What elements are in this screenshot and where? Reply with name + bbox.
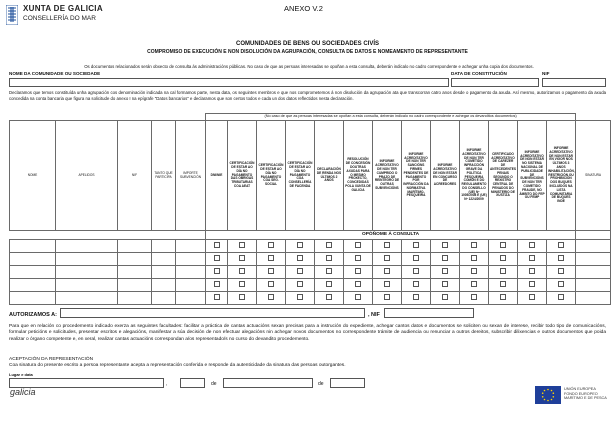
oppose-checkbox[interactable] [442, 255, 448, 261]
oppose-checkbox[interactable] [297, 294, 303, 300]
oppose-checkbox[interactable] [355, 294, 361, 300]
member-input-cell[interactable] [56, 266, 118, 279]
oppose-cell [373, 240, 402, 253]
member-input-cell[interactable] [152, 240, 176, 253]
member-input-cell[interactable] [118, 253, 152, 266]
column-header: NIF [118, 121, 152, 231]
member-input-cell[interactable] [56, 240, 118, 253]
oppose-checkbox[interactable] [529, 281, 535, 287]
oppose-cell [206, 292, 228, 305]
oppose-checkbox[interactable] [529, 294, 535, 300]
oppose-cell [460, 240, 489, 253]
members-table [9, 113, 611, 305]
oppose-cell [373, 253, 402, 266]
member-input-cell[interactable] [118, 266, 152, 279]
oppose-cell [547, 279, 576, 292]
oppose-cell [344, 292, 373, 305]
oppose-checkbox[interactable] [214, 242, 220, 248]
oppose-cell [257, 266, 286, 279]
acceptance-title: ACEPTACIÓN DA REPRESENTACIÓN [9, 357, 94, 362]
oppose-cell [373, 266, 402, 279]
member-input-cell[interactable] [10, 266, 56, 279]
oppose-cell [547, 253, 576, 266]
member-input-cell[interactable] [10, 279, 56, 292]
xunta-emblem-icon [6, 5, 18, 25]
oppose-cell [489, 240, 518, 253]
column-header: IMPORTE SUBVENCIÓN [176, 121, 206, 231]
member-input-cell[interactable] [152, 292, 176, 305]
column-header: CERTIFICACIÓN DE ESTAR AO DÍA NO PAGAMENTO COA CONSELLERÍA DE FACENDA [286, 121, 315, 231]
authorized-nif-field[interactable] [384, 308, 474, 318]
oppose-cell [489, 292, 518, 305]
oppose-cell [344, 266, 373, 279]
member-row [10, 253, 611, 266]
oppose-cell [518, 292, 547, 305]
oppose-cell [460, 279, 489, 292]
authorized-name-field[interactable] [60, 308, 365, 318]
declaration-text: Declaramos que temos constituída unha agrupación cos denominación indicada na cal formamos parte, nesta data, os seguintes membros e que nos comprometemos á non disolución da agrupación ata que transcorran catro anos desde o pagamento da axuda. Así mesmo, autorizamos o pagamento da axuda concedida na conta bancaria que figura na solicitude do anexo I na epígrafe "Datos bancarios" e declaramos que son certos todos e cada un dos datos reflectidos nesta declaración. [9, 90, 606, 101]
oppose-checkbox[interactable] [471, 294, 477, 300]
oppose-cell [257, 279, 286, 292]
oppose-cell [228, 292, 257, 305]
column-header: INFORME ACREDITATIVO DE NON ESTAR NO SISTEMA NACIONAL DE PUBLICIDADE DE SUBVENCIÓNS DE NON TER COMETIDO FRAUDE, NO ÁMBITO DO FEP OU FEMP [518, 121, 547, 231]
member-input-cell[interactable] [56, 292, 118, 305]
eu-text-2: FONDO EUROPEO [564, 391, 598, 396]
oppose-cell [206, 253, 228, 266]
community-nif-field[interactable] [542, 78, 606, 87]
oppose-checkbox[interactable] [413, 242, 419, 248]
oppose-cell [547, 292, 576, 305]
eu-flag-icon [535, 386, 561, 404]
column-header: INFORME ACREDITATIVO DE NON TER CUMPRIDO O PRAZO DE REINTEGRO DE OUTRAS SUBVENCIÓNS [373, 121, 402, 231]
oppose-checkbox[interactable] [413, 294, 419, 300]
community-name-label: NOME DA COMUNIDADE OU SOCIEDADE [9, 71, 101, 76]
oppose-cell [431, 266, 460, 279]
oppose-cell [206, 240, 228, 253]
member-input-cell[interactable] [152, 253, 176, 266]
oppose-cell [402, 279, 431, 292]
column-header: NOME [10, 121, 56, 231]
org-logo [6, 4, 126, 26]
oppose-checkbox[interactable] [326, 242, 332, 248]
oppose-checkbox[interactable] [239, 281, 245, 287]
oppose-checkbox[interactable] [558, 294, 564, 300]
oppose-cell [286, 240, 315, 253]
member-input-cell[interactable] [152, 279, 176, 292]
oppose-checkbox[interactable] [442, 281, 448, 287]
oppose-checkbox[interactable] [326, 255, 332, 261]
oppose-checkbox[interactable] [355, 268, 361, 274]
member-input-cell[interactable] [118, 279, 152, 292]
oppose-cell [344, 253, 373, 266]
member-input-cell[interactable] [176, 279, 206, 292]
date-de-1: de [211, 381, 217, 387]
oppose-cell [257, 240, 286, 253]
member-row [10, 292, 611, 305]
constitution-date-field[interactable] [451, 78, 539, 87]
org-department: CONSELLERÍA DO MAR [23, 15, 96, 22]
oppose-cell [402, 292, 431, 305]
oppose-cell [315, 279, 344, 292]
member-input-cell[interactable] [176, 292, 206, 305]
oppose-checkbox[interactable] [442, 242, 448, 248]
oppose-checkbox[interactable] [471, 255, 477, 261]
oppose-cell [431, 292, 460, 305]
authorized-nif-label: , NIF [368, 312, 380, 318]
oppose-checkbox[interactable] [384, 281, 390, 287]
oppose-cell [547, 240, 576, 253]
constitution-date-label: DATA DE CONSTITUCIÓN [451, 71, 507, 76]
eu-fund-text [564, 387, 607, 401]
oppose-checkbox[interactable] [355, 281, 361, 287]
doc-title: COMUNIDADES DE BENS OU SOCIEDADES CIVÍS [235, 41, 380, 47]
oppose-checkbox[interactable] [297, 268, 303, 274]
column-header: DNI/NIE [206, 121, 228, 231]
oppose-cell [489, 279, 518, 292]
oppose-cell [206, 279, 228, 292]
column-header: TANTO QUE PARTICIPA [152, 121, 176, 231]
member-input-cell[interactable] [10, 292, 56, 305]
oppose-checkbox[interactable] [413, 281, 419, 287]
oppose-cell [431, 240, 460, 253]
oppose-cell [228, 266, 257, 279]
oppose-checkbox[interactable] [500, 268, 506, 274]
oppose-cell [431, 253, 460, 266]
oppose-cell [460, 253, 489, 266]
oppose-checkbox[interactable] [500, 242, 506, 248]
oppose-checkbox[interactable] [384, 268, 390, 274]
member-input-cell[interactable] [152, 266, 176, 279]
oppose-checkbox[interactable] [558, 242, 564, 248]
oppose-checkbox[interactable] [384, 255, 390, 261]
oppose-checkbox[interactable] [442, 294, 448, 300]
member-input-cell[interactable] [10, 253, 56, 266]
oppose-checkbox[interactable] [297, 255, 303, 261]
column-header: RESOLUCIÓN DE CONCESIÓN DOUTRAS AXUDAS PARA O MESMO PROXECTO, CONCEDIDAS POLA XUNTA DE GALICIA [344, 121, 373, 231]
oppose-checkbox[interactable] [297, 242, 303, 248]
oppose-cell [315, 292, 344, 305]
oppose-checkbox[interactable] [268, 294, 274, 300]
oppose-checkbox[interactable] [355, 255, 361, 261]
oppose-checkbox[interactable] [326, 268, 332, 274]
oppose-cell [228, 240, 257, 253]
oppose-checkbox[interactable] [558, 255, 564, 261]
column-header: INFORME ACREDITATIVO DE NON ESTAR EN VIGOR NOS ÚLTIMOS 3 ANOS INHABILITACIÓN, RESTRICIÓN OU PROHIBICIÓN DOS BUQUES INCLUÍDOS NA LISTA COMUNITARIA DE BUQUES INDE [547, 121, 576, 231]
month-field[interactable] [223, 378, 313, 388]
column-header: APELIDOS [56, 121, 118, 231]
oppose-checkbox[interactable] [239, 294, 245, 300]
oppose-checkbox[interactable] [214, 268, 220, 274]
oppose-checkbox[interactable] [471, 268, 477, 274]
oppose-checkbox[interactable] [500, 294, 506, 300]
consult-note: (No caso de que as persoas interesadas se opoñan a esta consulta, deberán indicalo no cadro correspondente e achegar os devanditos documentos) [206, 114, 576, 121]
oppose-checkbox[interactable] [529, 242, 535, 248]
oppose-checkbox[interactable] [239, 268, 245, 274]
representation-text: Para que en relación co procedemento indicado exerza as seguintes facultades: facilitar a práctica de cantas actuacións sexan precisas para a instrución do expediente, achegar cantos datos e documentos se soliciten ou sexan de interese, recibir todo tipo de comunicacións, formular peticións e solicitudes, presentar escritos e alegacións, manifestar a súa decisión de non efectuar alegacións nin achegar novos documentos no correspondente trámite de audiencia ou renunciar a outros dereitos, subscribir dilixencias e outros documentos que poida realizar o órgano competente e, en xeral, realizar cantas actuacións correspondan a/os representado/s no curso do devandito procedemento. [9, 324, 606, 342]
oppose-cell [206, 266, 228, 279]
member-input-cell[interactable] [118, 292, 152, 305]
oppose-cell [518, 266, 547, 279]
oppose-cell [344, 279, 373, 292]
oppose-checkbox[interactable] [471, 281, 477, 287]
oppose-checkbox[interactable] [529, 255, 535, 261]
oppose-cell [286, 279, 315, 292]
oppose-consultation-label: OPÓÑOME Á CONSULTA [206, 231, 576, 240]
oppose-checkbox[interactable] [442, 268, 448, 274]
oppose-cell [518, 240, 547, 253]
oppose-cell [315, 253, 344, 266]
column-header: DECLARACIÓN DE RENDA NOS ÚLTIMOS 2 ANOS [315, 121, 344, 231]
oppose-cell [431, 279, 460, 292]
oppose-checkbox[interactable] [384, 242, 390, 248]
member-input-cell[interactable] [176, 253, 206, 266]
oppose-cell [286, 292, 315, 305]
oppose-cell [315, 266, 344, 279]
oppose-cell [257, 292, 286, 305]
signature-cell[interactable] [576, 240, 611, 253]
galicia-brand-logo: galicia [10, 387, 36, 397]
oppose-cell [228, 253, 257, 266]
oppose-cell [286, 253, 315, 266]
community-nif-label: NIF [542, 71, 550, 76]
oppose-checkbox[interactable] [268, 242, 274, 248]
oppose-cell [460, 266, 489, 279]
oppose-cell [286, 266, 315, 279]
oppose-checkbox[interactable] [326, 281, 332, 287]
column-header: SINATURA [576, 121, 611, 231]
oppose-checkbox[interactable] [558, 268, 564, 274]
year-field[interactable] [330, 378, 365, 388]
oppose-checkbox[interactable] [239, 255, 245, 261]
oppose-checkbox[interactable] [297, 281, 303, 287]
eu-text-3: MARÍTIMO E DE PESCA [564, 396, 607, 400]
column-header: CERTIFICACIÓN DE ESTAR AO DÍA NO PAGAMENTO DAS OBRIGAS TRIBUTARIAS COA AEAT [228, 121, 257, 231]
oppose-cell [489, 266, 518, 279]
oppose-checkbox[interactable] [268, 268, 274, 274]
place-date-label: Lugar e data [9, 372, 33, 377]
oppose-checkbox[interactable] [413, 268, 419, 274]
oppose-cell [518, 253, 547, 266]
oppose-checkbox[interactable] [239, 242, 245, 248]
oppose-checkbox[interactable] [500, 255, 506, 261]
doc-subtitle: COMPROMISO DE EXECUCIÓN E NON DISOLUCIÓN DA AGRUPACIÓN, CONSULTA DE DATOS E NOMEAMENTO DE REPRESENTANTE [147, 49, 468, 55]
oppose-cell [373, 292, 402, 305]
org-name: XUNTA DE GALICIA [23, 4, 103, 13]
member-input-cell[interactable] [176, 266, 206, 279]
signature-cell[interactable] [576, 279, 611, 292]
oppose-cell [460, 292, 489, 305]
oppose-checkbox[interactable] [471, 242, 477, 248]
eu-text-1: UNIÓN EUROPEA [564, 387, 596, 391]
member-input-cell[interactable] [118, 240, 152, 253]
column-header: INFORME ACREDITATIVO DE NON ESTAR EN CONCURSO DE ACREEDORES [431, 121, 460, 231]
authorized-label: AUTORIZAMOS A: [9, 312, 57, 318]
oppose-checkbox[interactable] [558, 281, 564, 287]
oppose-checkbox[interactable] [214, 255, 220, 261]
column-header: INFORME ACREDITATIVO DE NON TER SANCIÓNS FIRMES PENDENTES DE PAGAMENTO POR INFRACCIÓN DA NORMATIVA MARÍTIMO-PESQUEIRA [402, 121, 431, 231]
oppose-cell [518, 279, 547, 292]
oppose-cell [228, 279, 257, 292]
oppose-checkbox[interactable] [384, 294, 390, 300]
oppose-cell [547, 266, 576, 279]
signature-cell[interactable] [576, 253, 611, 266]
oppose-checkbox[interactable] [413, 255, 419, 261]
place-date-separator: , [166, 381, 168, 387]
oppose-cell [402, 240, 431, 253]
member-row [10, 240, 611, 253]
oppose-checkbox[interactable] [268, 281, 274, 287]
community-name-field[interactable] [9, 78, 449, 87]
column-header: INFORME ACREDITATIVO DE NON TER COMETIDO INFRACCIÓN GRAVE DA POLÍTICA PESQUEIRA COMÚN E DO REGULAMENTO DO CONSELLO (UE) Nº 1005/2008 E (UE) Nº 1224/2009 [460, 121, 489, 231]
date-de-2: de [318, 381, 324, 387]
annex-label: ANEXO V.2 [284, 4, 323, 13]
member-row [10, 266, 611, 279]
member-input-cell[interactable] [176, 240, 206, 253]
member-input-cell[interactable] [10, 240, 56, 253]
member-input-cell[interactable] [56, 279, 118, 292]
oppose-checkbox[interactable] [500, 281, 506, 287]
oppose-checkbox[interactable] [529, 268, 535, 274]
oppose-cell [402, 266, 431, 279]
oppose-checkbox[interactable] [268, 255, 274, 261]
oppose-cell [257, 253, 286, 266]
acceptance-text: Coa sinatura do presente escrito a persoa representante acepta a representación conferida e responde da autenticidade da sinatura das persoas outorgantes. [9, 363, 346, 368]
signature-cell[interactable] [576, 292, 611, 305]
oppose-checkbox[interactable] [214, 294, 220, 300]
oppose-cell [402, 253, 431, 266]
oppose-cell [315, 240, 344, 253]
oppose-cell [489, 253, 518, 266]
intro-note: Os documentos relacionados serán obxecto de consulta ás administracións públicas. No caso de que as persoas interesadas se opoñan a esta consulta, deberán indicalo no cadro correspondente e achegar unha copia dos documentos. [84, 64, 534, 69]
oppose-checkbox[interactable] [214, 281, 220, 287]
day-field[interactable] [180, 378, 205, 388]
oppose-checkbox[interactable] [355, 242, 361, 248]
column-header: CERTIFICACIÓN DE ESTAR AO DÍA NO PAGAMENTO COA SEG. SOCIAL [257, 121, 286, 231]
oppose-cell [344, 240, 373, 253]
oppose-checkbox[interactable] [326, 294, 332, 300]
signature-cell[interactable] [576, 266, 611, 279]
column-header: CERTIFICADO ACREDITATIVO DE CAREZER DE ANTECEDENTES PENAIS SEGUNDO O REXISTRO CENTRAL DE PENADOS DO MINISTERIO DE XUSTIZA [489, 121, 518, 231]
member-row [10, 279, 611, 292]
member-input-cell[interactable] [56, 253, 118, 266]
oppose-cell [373, 279, 402, 292]
